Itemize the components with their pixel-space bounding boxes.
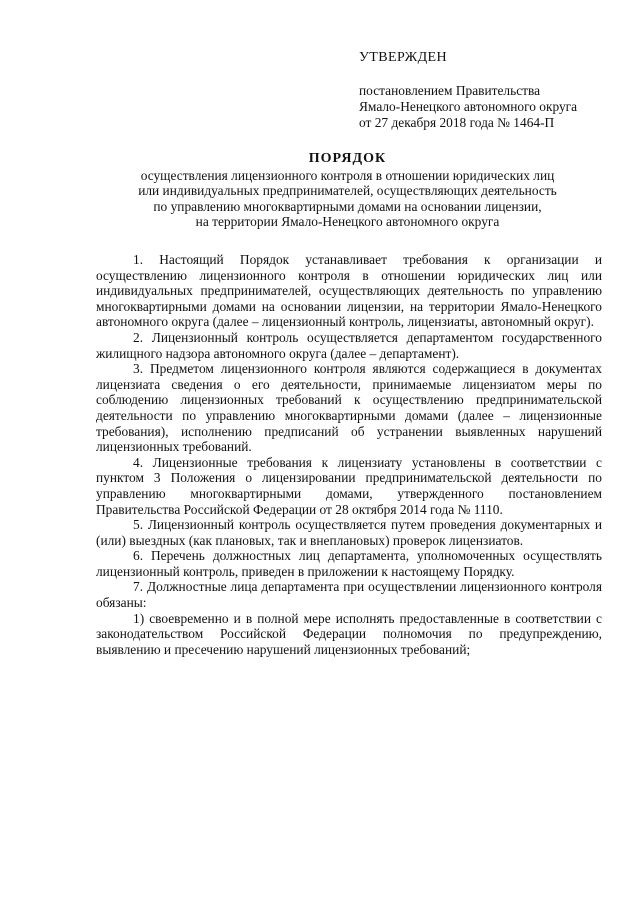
document-title (90, 151, 605, 230)
paragraph-7-item-1: 1) своевременно и в полной мере исполнять предоставленные в соответствии с законодательством Российской Федерации полномочия по предупреждению, выявлению и пресечению нарушений лицензионных требований; (96, 610, 602, 657)
approval-line-2: Ямало-Ненецкого автономного округа (359, 99, 578, 114)
title-line-3: по управлению многоквартирными домами на основании лицензии, (153, 198, 542, 214)
approval-stamp (359, 50, 629, 131)
paragraph-5: 5. Лицензионный контроль осуществляется путем проведения документарных и (или) выездных (как плановых, так и внеплановых) проверок лицензиатов. (96, 517, 602, 548)
paragraph-6: 6. Перечень должностных лиц департамента, уполномоченных осуществлять лицензионный контроль, приведен в приложении к настоящему Порядку. (96, 548, 602, 579)
paragraph-2: 2. Лицензионный контроль осуществляется департаментом государственного жилищного надзора автономного округа (далее – департамент). (96, 329, 602, 361)
approval-line-3: от 27 декабря 2018 года № 1464-П (359, 115, 555, 130)
paragraph-1: 1. Настоящий Порядок устанавливает требования к организации и осуществлению лицензионного контроля в отношении юридических лиц или индивидуальных предпринимателей, осуществляющих деятельность по управлению многоквартирными домами на основании лицензии, на территории Ямало-Ненецкого автономного округа (далее – лицензионный контроль, лицензиаты, автономный округ). (96, 252, 602, 330)
approved-label: УТВЕРЖДЕН (359, 50, 448, 65)
title-line-1: осуществления лицензионного контроля в отношении юридических лиц (140, 167, 555, 183)
title-line-4: на территории Ямало-Ненецкого автономного округа (195, 214, 500, 230)
paragraph-3: 3. Предметом лицензионного контроля являются содержащиеся в документах лицензиата сведения о его деятельности, принимаемые лицензиатом меры по соблюдению лицензионных требований к осуществлению предпринимательской деятельности по управлению многоквартирными домами (далее – лицензионные требования), исполнению предписаний об устранении выявленных нарушений лицензионных требований. (96, 361, 602, 455)
paragraph-4: 4. Лицензионные требования к лицензиату установлены в соответствии с пунктом 3 Положения о лицензировании предпринимательской деятельности по управлению многоквартирными домами, утвержденного постановлением Правительства Российской Федерации от 28 октября 2014 года № 1110. (96, 454, 602, 517)
title-heading: ПОРЯДОК (308, 151, 387, 166)
paragraph-7: 7. Должностные лица департамента при осуществлении лицензионного контроля обязаны: (96, 579, 602, 611)
approval-line-1: постановлением Правительства (359, 83, 541, 98)
title-line-2: или индивидуальных предпринимателей, осуществляющих деятельность (138, 183, 557, 199)
document-body (96, 252, 602, 657)
